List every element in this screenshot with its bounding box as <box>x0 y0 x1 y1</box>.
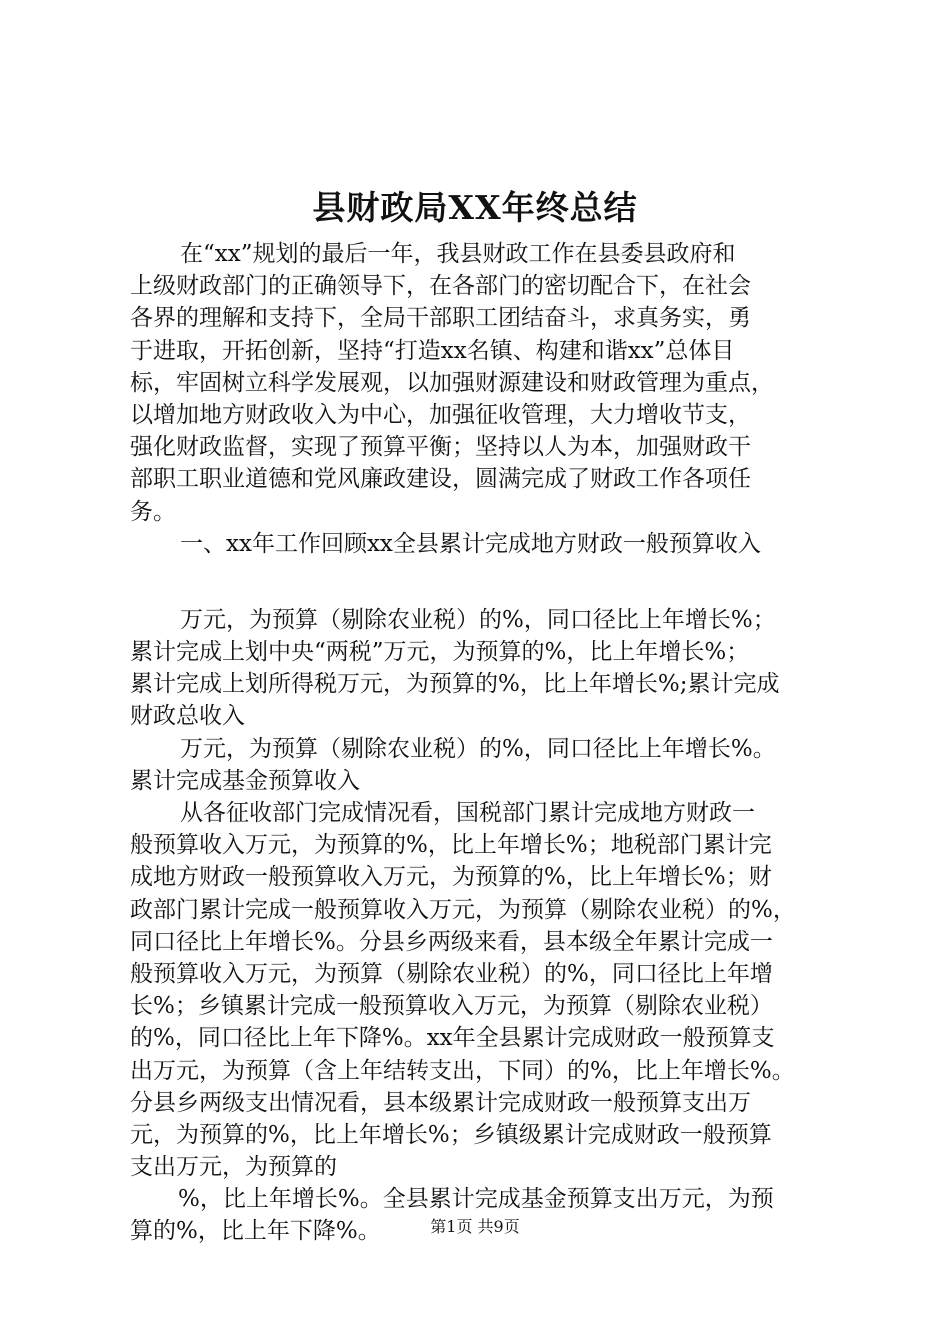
paragraph-departments <box>130 797 830 1183</box>
text-line: 在“xx”规划的最后一年，我县财政工作在县委县政府和 <box>180 241 736 267</box>
text-line: 强化财政监督，实现了预算平衡；坚持以人为本，加强财政干 <box>130 434 751 461</box>
text-line: 的%，同口径比上年下降%。xx年全县累计完成财政一般预算支 <box>130 1025 775 1052</box>
text-line: 成地方财政一般预算收入万元，为预算的%，比上年增长%；财 <box>130 864 772 891</box>
text-line: 累计完成上划所得税万元，为预算的%，比上年增长%;累计完成 <box>130 671 780 698</box>
text-line: %，比上年增长%。全县累计完成基金预算支出万元，为预 <box>178 1186 774 1213</box>
text-line: 累计完成上划中央“两税”万元，为预算的%，比上年增长%； <box>130 639 750 666</box>
text-line: 于进取，开拓创新，坚持“打造xx名镇、构建和谐xx”总体目 <box>130 337 735 364</box>
text-line: 从各征收部门完成情况看，国税部门累计完成地方财政一 <box>180 800 755 826</box>
text-line: 长%；乡镇累计完成一般预算收入万元，为预算（剔除农业税） <box>130 993 773 1020</box>
text-line: 元，为预算的%，比上年增长%；乡镇级累计完成财政一般预算 <box>130 1121 772 1148</box>
text-line: 支出万元，为预算的 <box>130 1154 337 1181</box>
text-line: 上级财政部门的正确领导下，在各部门的密切配合下，在社会 <box>130 273 751 300</box>
text-line: 出万元，为预算（含上年结转支出，下同）的%，比上年增长%。 <box>130 1057 795 1084</box>
document-body <box>130 238 830 1248</box>
text-line: 标，牢固树立科学发展观，以加强财源建设和财政管理为重点， <box>130 369 774 396</box>
page-footer: 第1页 共9页 <box>430 1217 520 1236</box>
text-line: 累计完成基金预算收入 <box>130 767 360 794</box>
text-line: 财政总收入 <box>130 703 245 730</box>
text-line: 部职工职业道德和党风廉政建设，圆满完成了财政工作各项任 <box>130 466 751 493</box>
paragraph-gap <box>130 560 830 604</box>
text-line: 万元，为预算（剔除农业税）的%，同口径比上年增长%； <box>180 606 776 633</box>
paragraph-intro <box>130 238 830 528</box>
text-line: 般预算收入万元，为预算（剔除农业税）的%，同口径比上年增 <box>130 960 773 987</box>
paragraph-total-revenue <box>130 733 830 797</box>
text-line: 政部门累计完成一般预算收入万元，为预算（剔除农业税）的%， <box>130 896 796 923</box>
text-line: 同口径比上年增长%。分县乡两级来看，县本级全年累计完成一 <box>130 928 773 955</box>
text-line: 分县乡两级支出情况看，县本级累计完成财政一般预算支出万 <box>130 1089 751 1116</box>
document-title: 县财政局XX年终总结 <box>312 188 638 227</box>
text-line: 各界的理解和支持下，全局干部职工团结奋斗，求真务实，勇 <box>130 305 751 332</box>
text-line: 务。 <box>130 498 176 525</box>
text-line: 以增加地方财政收入为中心，加强征收管理，大力增收节支， <box>130 401 751 428</box>
text-line: 算的%，比上年下降%。 <box>130 1218 381 1245</box>
text-line: 般预算收入万元，为预算的%，比上年增长%；地税部门累计完 <box>130 832 772 859</box>
text-line: 万元，为预算（剔除农业税）的%，同口径比上年增长%。 <box>180 735 776 762</box>
section-heading: 一、xx年工作回顾xx全县累计完成地方财政一般预算收入 <box>180 530 761 557</box>
paragraph-revenue <box>130 604 830 733</box>
